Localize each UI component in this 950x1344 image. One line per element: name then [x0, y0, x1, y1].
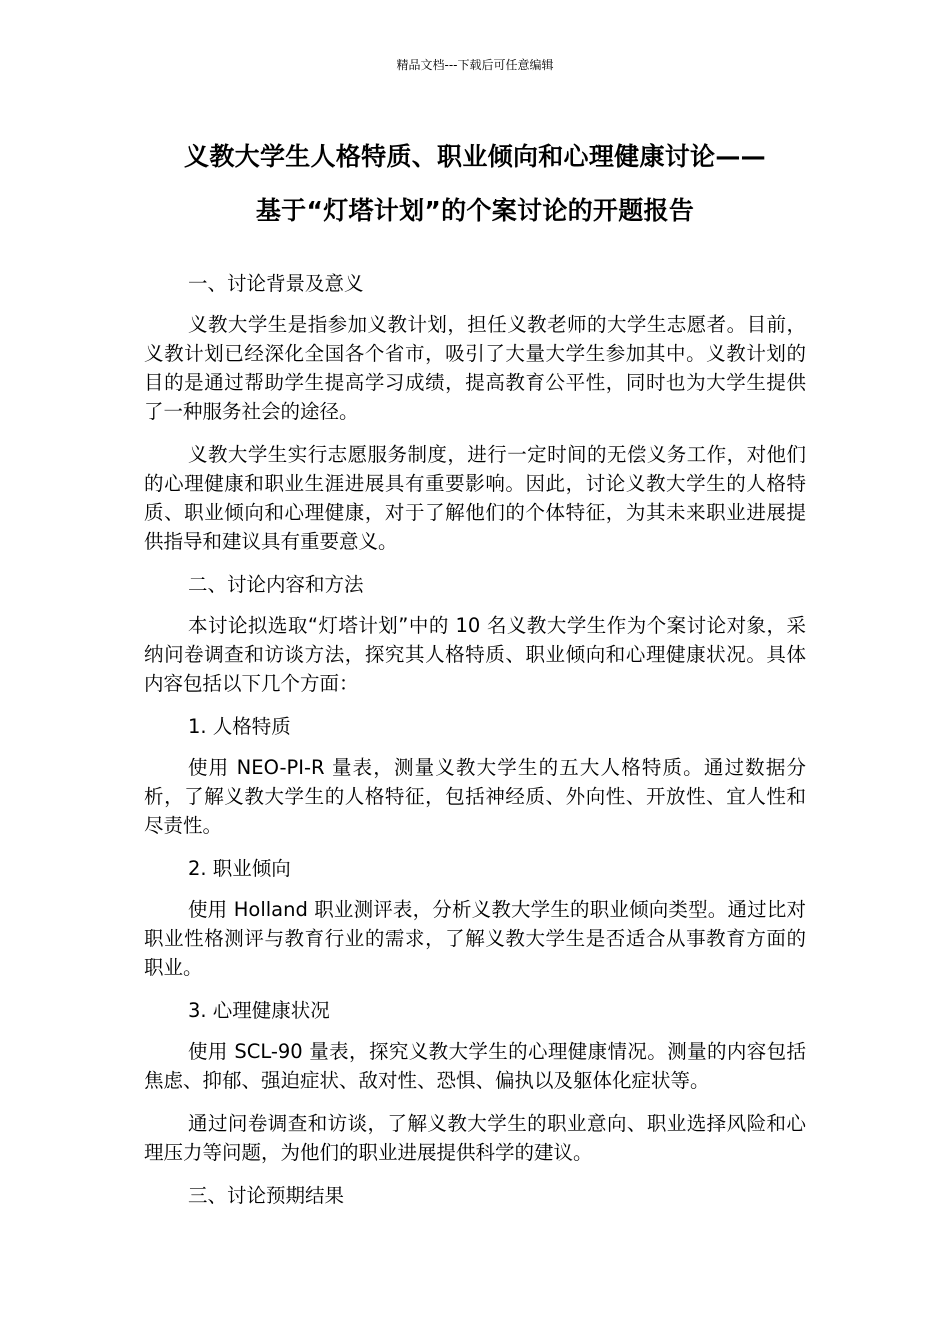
- section-heading-methods: 二、讨论内容和方法: [188, 573, 364, 596]
- document-title-line-2: 基于“灯塔计划”的个案讨论的开题报告: [255, 196, 695, 225]
- paragraph-mental-health: 使用 SCL-90 量表，探究义教大学生的心理健康情况。测量的内容包括焦虑、抑郁、强迫症状、敌对性、恐惧、偏执以及躯体化症状等。: [144, 1040, 806, 1092]
- paragraph-interviews: 通过问卷调查和访谈，了解义教大学生的职业意向、职业选择风险和心理压力等问题，为他们的职业进展提供科学的建议。: [144, 1112, 806, 1164]
- paragraph-methods: 本讨论拟选取“灯塔计划”中的 10 名义教大学生作为个案讨论对象，采纳问卷调查和访谈方法，探究其人格特质、职业倾向和心理健康状况。具体内容包括以下几个方面：: [144, 614, 806, 695]
- page-header: 精品文档---下载后可任意编辑: [396, 58, 554, 72]
- paragraph-personality: 使用 NEO-PI-R 量表，测量义教大学生的五大人格特质。通过数据分析，了解义教大学生的人格特征，包括神经质、外向性、开放性、宜人性和尽责性。: [144, 756, 806, 837]
- subheading-career: 2. 职业倾向: [188, 857, 291, 880]
- paragraph-career: 使用 Holland 职业测评表，分析义教大学生的职业倾向类型。通过比对职业性格测评与教育行业的需求，了解义教大学生是否适合从事教育方面的职业。: [144, 898, 806, 979]
- document-title-line-1: 义教大学生人格特质、职业倾向和心理健康讨论——: [184, 142, 766, 171]
- subheading-mental-health: 3. 心理健康状况: [188, 999, 330, 1022]
- subheading-personality: 1. 人格特质: [188, 715, 291, 738]
- section-heading-background: 一、讨论背景及意义: [188, 272, 364, 295]
- document-body: [144, 269, 806, 1222]
- paragraph-significance: 义教大学生实行志愿服务制度，进行一定时间的无偿义务工作，对他们的心理健康和职业生涯进展具有重要影响。因此，讨论义教大学生的人格特质、职业倾向和心理健康，对于了解他们的个体特征，为其未来职业进展提供指导和建议具有重要意义。: [144, 443, 806, 553]
- section-heading-expected-results: 三、讨论预期结果: [188, 1184, 345, 1207]
- paragraph-intro: 义教大学生是指参加义教计划，担任义教老师的大学生志愿者。目前，义教计划已经深化全国各个省市，吸引了大量大学生参加其中。义教计划的目的是通过帮助学生提高学习成绩，提高教育公平性，同时也为大学生提供了一种服务社会的途径。: [144, 313, 806, 423]
